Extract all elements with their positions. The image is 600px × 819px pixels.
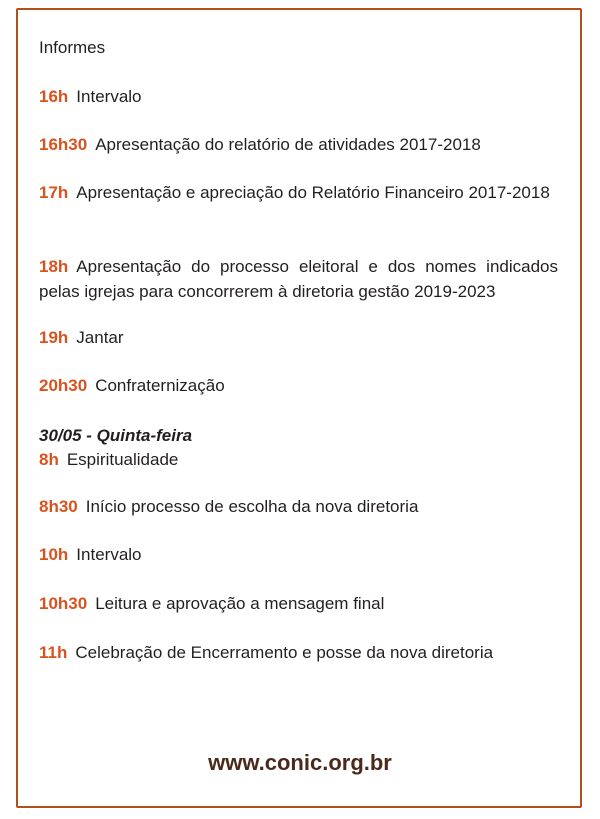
- day-heading: [39, 423, 558, 448]
- schedule-item-10h: [39, 542, 558, 567]
- schedule-item-8h: [39, 447, 558, 472]
- schedule-text: Confraternização: [95, 376, 225, 395]
- day-heading-text: 30/05 - Quinta-feira: [39, 426, 193, 445]
- schedule-item-19h: [39, 325, 558, 350]
- schedule-time: 8h: [39, 450, 59, 469]
- schedule-time: 19h: [39, 328, 69, 347]
- page-border: [16, 8, 582, 808]
- schedule-time: 18h: [39, 257, 69, 276]
- schedule-item-20h30: [39, 373, 558, 398]
- schedule-text: Apresentação do processo eleitoral e dos nomes indicados pelas igrejas para concorrerem à diretoria gestão 2019-2023: [39, 257, 558, 301]
- schedule-time: 20h30: [39, 376, 88, 395]
- schedule-item-11h: [39, 640, 558, 665]
- schedule-text: Espiritualidade: [66, 450, 179, 469]
- schedule-time: 16h30: [39, 135, 88, 154]
- schedule-time: 16h: [39, 87, 69, 106]
- schedule-text: Apresentação e apreciação do Relatório Financeiro 2017-2018: [76, 183, 550, 202]
- schedule-item-16h: [39, 84, 558, 109]
- schedule-item-16h30: [39, 132, 558, 157]
- schedule-text: Intervalo: [76, 545, 142, 564]
- schedule-text: Intervalo: [76, 87, 142, 106]
- schedule-time: 11h: [39, 643, 68, 662]
- schedule-item-8h30: [39, 494, 558, 519]
- schedule-item-17h: [39, 180, 558, 205]
- footer-url[interactable]: www.conic.org.br: [208, 750, 392, 775]
- schedule-text: Celebração de Encerramento e posse da nova diretoria: [75, 643, 494, 662]
- schedule-time: 10h: [39, 545, 69, 564]
- schedule-item-18h: [39, 254, 558, 304]
- schedule-item-10h30: [39, 591, 558, 616]
- schedule-time: 8h30: [39, 497, 78, 516]
- schedule-text: Jantar: [76, 328, 124, 347]
- schedule-time: 10h30: [39, 594, 88, 613]
- schedule-text: Leitura e aprovação a mensagem final: [95, 594, 385, 613]
- intro-text: [39, 35, 558, 60]
- intro-label: Informes: [39, 38, 106, 57]
- schedule-time: 17h: [39, 183, 69, 202]
- schedule-text: Início processo de escolha da nova diretoria: [85, 497, 419, 516]
- schedule-text: Apresentação do relatório de atividades 2017-2018: [95, 135, 481, 154]
